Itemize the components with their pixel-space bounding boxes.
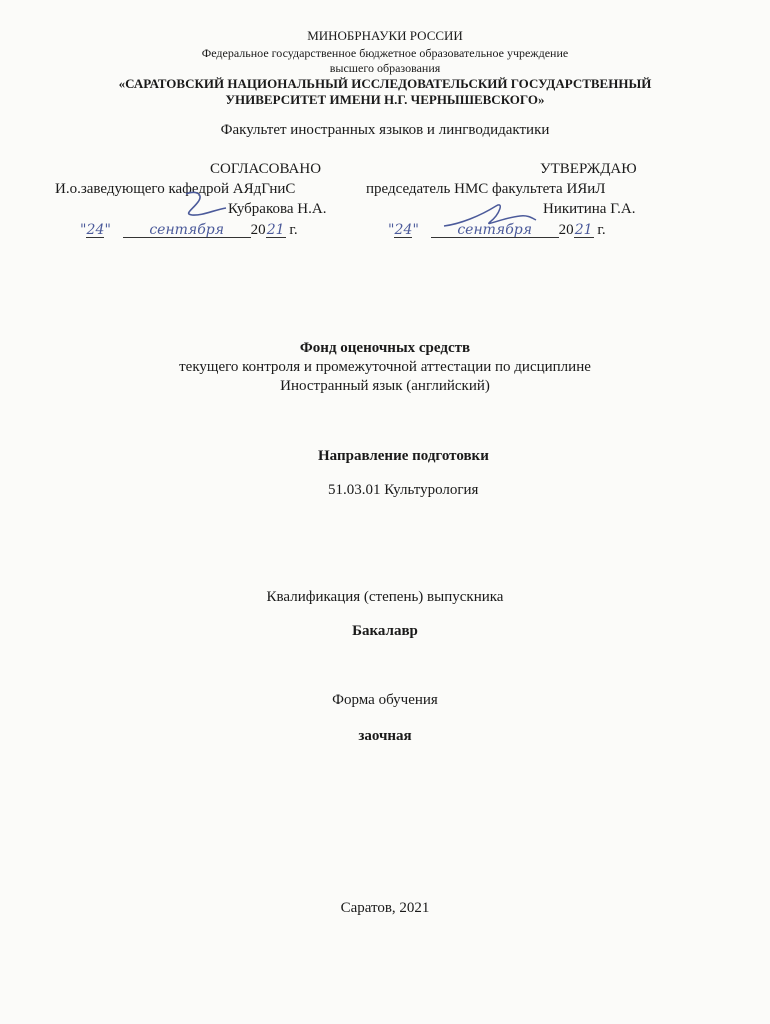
approval-right-year-suffix: 21	[574, 222, 593, 238]
document-title: Фонд оценочных средств	[299, 340, 471, 356]
approval-left-quote-open: "	[80, 222, 87, 238]
signature-left	[178, 188, 238, 220]
approval-right-year-prefix: 20	[558, 222, 574, 238]
study-form-value: заочная	[358, 728, 412, 744]
approval-left-date	[80, 222, 298, 239]
direction-label: Направление подготовки	[318, 448, 489, 464]
approval-right-quote-close: "	[412, 222, 419, 238]
discipline-name: Иностранный язык (английский)	[280, 378, 490, 394]
approval-right-day: 24	[394, 222, 413, 238]
institution-type-line-2: высшего образования	[329, 61, 441, 75]
faculty-line: Факультет иностранных языков и лингводидактики	[220, 122, 550, 138]
university-name-line-1: «САРАТОВСКИЙ НАЦИОНАЛЬНЫЙ ИССЛЕДОВАТЕЛЬСКИЙ ГОСУДАРСТВЕННЫЙ	[118, 76, 652, 91]
study-form-label: Форма обучения	[332, 692, 438, 708]
qualification-label: Квалификация (степень) выпускника	[266, 589, 504, 605]
city-year: Саратов, 2021	[340, 900, 430, 916]
approval-right-heading: УТВЕРЖДАЮ	[540, 161, 637, 177]
document-subtitle-line-1: текущего контроля и промежуточной аттестации по дисциплине	[179, 359, 591, 375]
approval-right-date	[388, 222, 606, 239]
approval-left-year-mark: г.	[289, 222, 298, 238]
approval-left-quote-close: "	[104, 222, 111, 238]
approval-right-month: сентября	[431, 223, 559, 238]
approval-left-year-prefix: 20	[250, 222, 266, 238]
institution-type-line-1: Федеральное государственное бюджетное образовательное учреждение	[201, 46, 569, 60]
approval-left-name: Кубракова Н.А.	[228, 201, 327, 217]
approval-left-position: И.о.заведующего кафедрой АЯдГниС	[55, 181, 296, 197]
approval-left-day: 24	[86, 222, 105, 238]
university-name-line-2: УНИВЕРСИТЕТ ИМЕНИ Н.Г. ЧЕРНЫШЕВСКОГО»	[225, 92, 545, 107]
approval-right-year-mark: г.	[597, 222, 606, 238]
approval-left-month: сентября	[123, 223, 251, 238]
approval-left-year-suffix: 21	[266, 222, 285, 238]
approval-right-name: Никитина Г.А.	[543, 201, 636, 217]
approval-right-quote-open: "	[388, 222, 395, 238]
approval-right-position: председатель НМС факультета ИЯиЛ	[366, 181, 606, 197]
direction-value: 51.03.01 Культурология	[328, 482, 479, 498]
ministry-line: МИНОБРНАУКИ РОССИИ	[307, 28, 463, 43]
qualification-value: Бакалавр	[352, 623, 418, 639]
approval-left-heading: СОГЛАСОВАНО	[210, 161, 322, 177]
